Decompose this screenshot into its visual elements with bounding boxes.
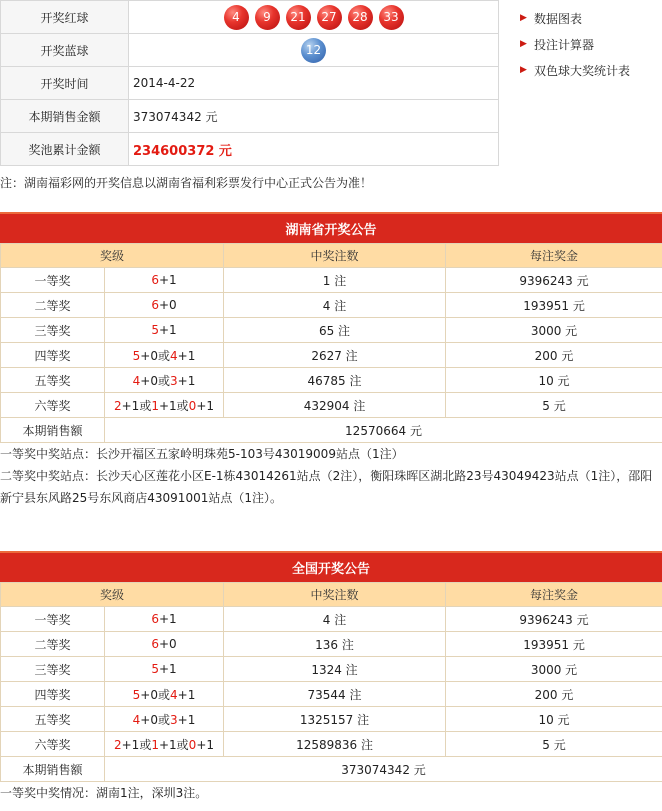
prize-row (1, 293, 662, 318)
rule-part: +1 (177, 687, 196, 702)
first-prize-winners: 一等奖中奖站点：长沙开福区五家岭明珠苑5-103号43019009站点（1注） (0, 447, 404, 461)
pool-label: 奖池累计金额 (1, 133, 129, 166)
rule-part: +0 (158, 637, 177, 651)
prize-level: 二等奖 (1, 632, 105, 657)
rule-part: +0或 (140, 712, 170, 727)
red-ball: 4 (224, 5, 249, 30)
rule-part: +1或 (121, 737, 152, 752)
prize-rule (105, 268, 224, 293)
rule-part: 6 (151, 612, 159, 626)
prize-amount: 10 元 (446, 707, 662, 732)
prize-level: 三等奖 (1, 318, 105, 343)
sales-total-label: 本期销售额 (1, 757, 105, 782)
header-level: 奖级 (1, 244, 224, 268)
rule-part: +1 (177, 373, 196, 388)
blue-ball: 12 (301, 38, 326, 63)
prize-rule (105, 682, 224, 707)
prize-row (1, 393, 662, 418)
prize-rule (105, 732, 224, 757)
prize-amount: 9396243 元 (446, 607, 662, 632)
winner-count: 46785 注 (224, 368, 446, 393)
prize-level: 四等奖 (1, 682, 105, 707)
winner-count: 65 注 (224, 318, 446, 343)
winner-count: 1325157 注 (224, 707, 446, 732)
rule-part: +1 (177, 348, 196, 363)
prize-rule (105, 632, 224, 657)
winner-count: 73544 注 (224, 682, 446, 707)
national-section-title: 全国开奖公告 (0, 551, 662, 582)
header-count: 中奖注数 (224, 583, 446, 607)
red-ball: 33 (379, 5, 404, 30)
prize-level: 五等奖 (1, 368, 105, 393)
red-balls (129, 5, 498, 30)
rule-part: +1 (158, 273, 177, 287)
prize-row (1, 343, 662, 368)
rule-part: 5 (151, 662, 159, 676)
blue-ball-row (1, 34, 499, 67)
pool-value: 234600372 元 (133, 143, 232, 159)
hunan-section-title: 湖南省开奖公告 (0, 212, 662, 243)
prize-amount: 200 元 (446, 682, 662, 707)
rule-part: +0或 (140, 348, 170, 363)
prize-level: 一等奖 (1, 607, 105, 632)
rule-part: +1 (196, 737, 215, 752)
rule-part: +1或 (121, 398, 152, 413)
rule-part: 6 (151, 637, 159, 651)
winner-count: 136 注 (224, 632, 446, 657)
prize-amount: 9396243 元 (446, 268, 662, 293)
prize-row (1, 732, 662, 757)
prize-rule (105, 393, 224, 418)
rule-part: 4 (132, 373, 141, 388)
prize-row (1, 682, 662, 707)
prize-row (1, 368, 662, 393)
link-bet-calculator[interactable] (520, 31, 662, 57)
disclaimer-note: 注：湖南福彩网的开奖信息以湖南省福利彩票发行中心正式公告为准！ (0, 176, 373, 190)
red-ball: 27 (317, 5, 342, 30)
rule-part: 4 (132, 712, 141, 727)
rule-part: 4 (170, 687, 178, 702)
prize-rule (105, 368, 224, 393)
link-label: 投注计算器 (534, 37, 595, 52)
hunan-prize-table (0, 243, 662, 443)
triangle-right-icon: ▶ (520, 39, 527, 49)
side-links (520, 5, 662, 83)
table-header-row (1, 583, 662, 607)
triangle-right-icon: ▶ (520, 65, 527, 75)
rule-part: 3 (170, 373, 178, 388)
header-prize: 每注奖金 (446, 583, 662, 607)
rule-part: +0 (158, 298, 177, 312)
prize-row (1, 632, 662, 657)
sales-total-row (1, 757, 662, 782)
sales-label: 本期销售金额 (1, 100, 129, 133)
rule-part: +1或 (158, 737, 189, 752)
rule-part: +1或 (158, 398, 189, 413)
link-label: 数据图表 (534, 11, 583, 26)
sales-total-label: 本期销售额 (1, 418, 105, 443)
blue-ball-label: 开奖蓝球 (1, 34, 129, 67)
rule-part: 0 (188, 398, 197, 413)
table-header-row (1, 244, 662, 268)
prize-level: 六等奖 (1, 393, 105, 418)
rule-part: +1 (158, 612, 177, 626)
prize-rule (105, 657, 224, 682)
header-level: 奖级 (1, 583, 224, 607)
draw-date-row (1, 67, 499, 100)
prize-level: 六等奖 (1, 732, 105, 757)
rule-part: 5 (132, 687, 141, 702)
hunan-section (0, 212, 662, 509)
header-count: 中奖注数 (224, 244, 446, 268)
rule-part: +1 (158, 662, 177, 676)
prize-rule (105, 293, 224, 318)
prize-amount: 193951 元 (446, 293, 662, 318)
blue-ball-cell (129, 34, 499, 67)
triangle-right-icon: ▶ (520, 13, 527, 23)
pool-row (1, 133, 499, 166)
rule-part: +0或 (140, 687, 170, 702)
rule-part: +1 (196, 398, 215, 413)
link-jackpot-stats[interactable] (520, 57, 662, 83)
draw-date-value: 2014-4-22 (129, 67, 499, 100)
rule-part: 1 (151, 398, 159, 413)
prize-amount: 5 元 (446, 393, 662, 418)
prize-rule (105, 318, 224, 343)
red-ball: 21 (286, 5, 311, 30)
sales-total-row (1, 418, 662, 443)
draw-date-label: 开奖时间 (1, 67, 129, 100)
rule-part: 6 (151, 298, 159, 312)
winner-count: 12589836 注 (224, 732, 446, 757)
sales-value: 373074342 元 (129, 100, 499, 133)
prize-amount: 5 元 (446, 732, 662, 757)
header-prize: 每注奖金 (446, 244, 662, 268)
winner-count: 432904 注 (224, 393, 446, 418)
national-section (0, 551, 662, 804)
prize-row (1, 707, 662, 732)
prize-row (1, 318, 662, 343)
winner-count: 2627 注 (224, 343, 446, 368)
link-data-chart[interactable] (520, 5, 662, 31)
prize-rule (105, 707, 224, 732)
red-balls-cell (129, 1, 499, 34)
sales-row (1, 100, 499, 133)
prize-row (1, 268, 662, 293)
pool-value-cell (129, 133, 499, 166)
rule-part: 5 (132, 348, 141, 363)
blue-balls (129, 38, 498, 63)
prize-level: 五等奖 (1, 707, 105, 732)
rule-part: 2 (113, 737, 122, 752)
sales-total-value: 373074342 元 (105, 757, 662, 782)
prize-row (1, 657, 662, 682)
draw-info-table (0, 0, 499, 166)
winner-count: 4 注 (224, 607, 446, 632)
rule-part: 3 (170, 712, 178, 727)
prize-amount: 193951 元 (446, 632, 662, 657)
winner-count: 1324 注 (224, 657, 446, 682)
rule-part: 1 (151, 737, 159, 752)
rule-part: +1 (158, 323, 177, 337)
rule-part: 4 (170, 348, 178, 363)
prize-level: 二等奖 (1, 293, 105, 318)
prize-level: 一等奖 (1, 268, 105, 293)
rule-part: 6 (151, 273, 159, 287)
rule-part: +1 (177, 712, 196, 727)
prize-row (1, 607, 662, 632)
second-prize-winners: 二等奖中奖站点：长沙天心区莲花小区E-1栋43014261站点（2注），衡阳珠晖区湖北路23号43049423站点（1注），邵阳新宁县东风路25号东风商店43091001站点（1注）。 (0, 469, 653, 505)
rule-part: 5 (151, 323, 159, 337)
rule-part: 0 (188, 737, 197, 752)
prize-rule (105, 607, 224, 632)
prize-rule (105, 343, 224, 368)
red-ball: 9 (255, 5, 280, 30)
link-label: 双色球大奖统计表 (534, 63, 631, 78)
red-balls-row (1, 1, 499, 34)
prize-amount: 3000 元 (446, 657, 662, 682)
red-balls-label: 开奖红球 (1, 1, 129, 34)
prize-amount: 3000 元 (446, 318, 662, 343)
national-prize-table (0, 582, 662, 782)
prize-amount: 200 元 (446, 343, 662, 368)
winner-count: 1 注 (224, 268, 446, 293)
sales-total-value: 12570664 元 (105, 418, 662, 443)
winner-count: 4 注 (224, 293, 446, 318)
prize-level: 三等奖 (1, 657, 105, 682)
prize-amount: 10 元 (446, 368, 662, 393)
rule-part: 2 (113, 398, 122, 413)
first-prize-winners: 一等奖中奖情况：湖南1注，深圳3注。 (0, 786, 208, 800)
prize-level: 四等奖 (1, 343, 105, 368)
red-ball: 28 (348, 5, 373, 30)
rule-part: +0或 (140, 373, 170, 388)
